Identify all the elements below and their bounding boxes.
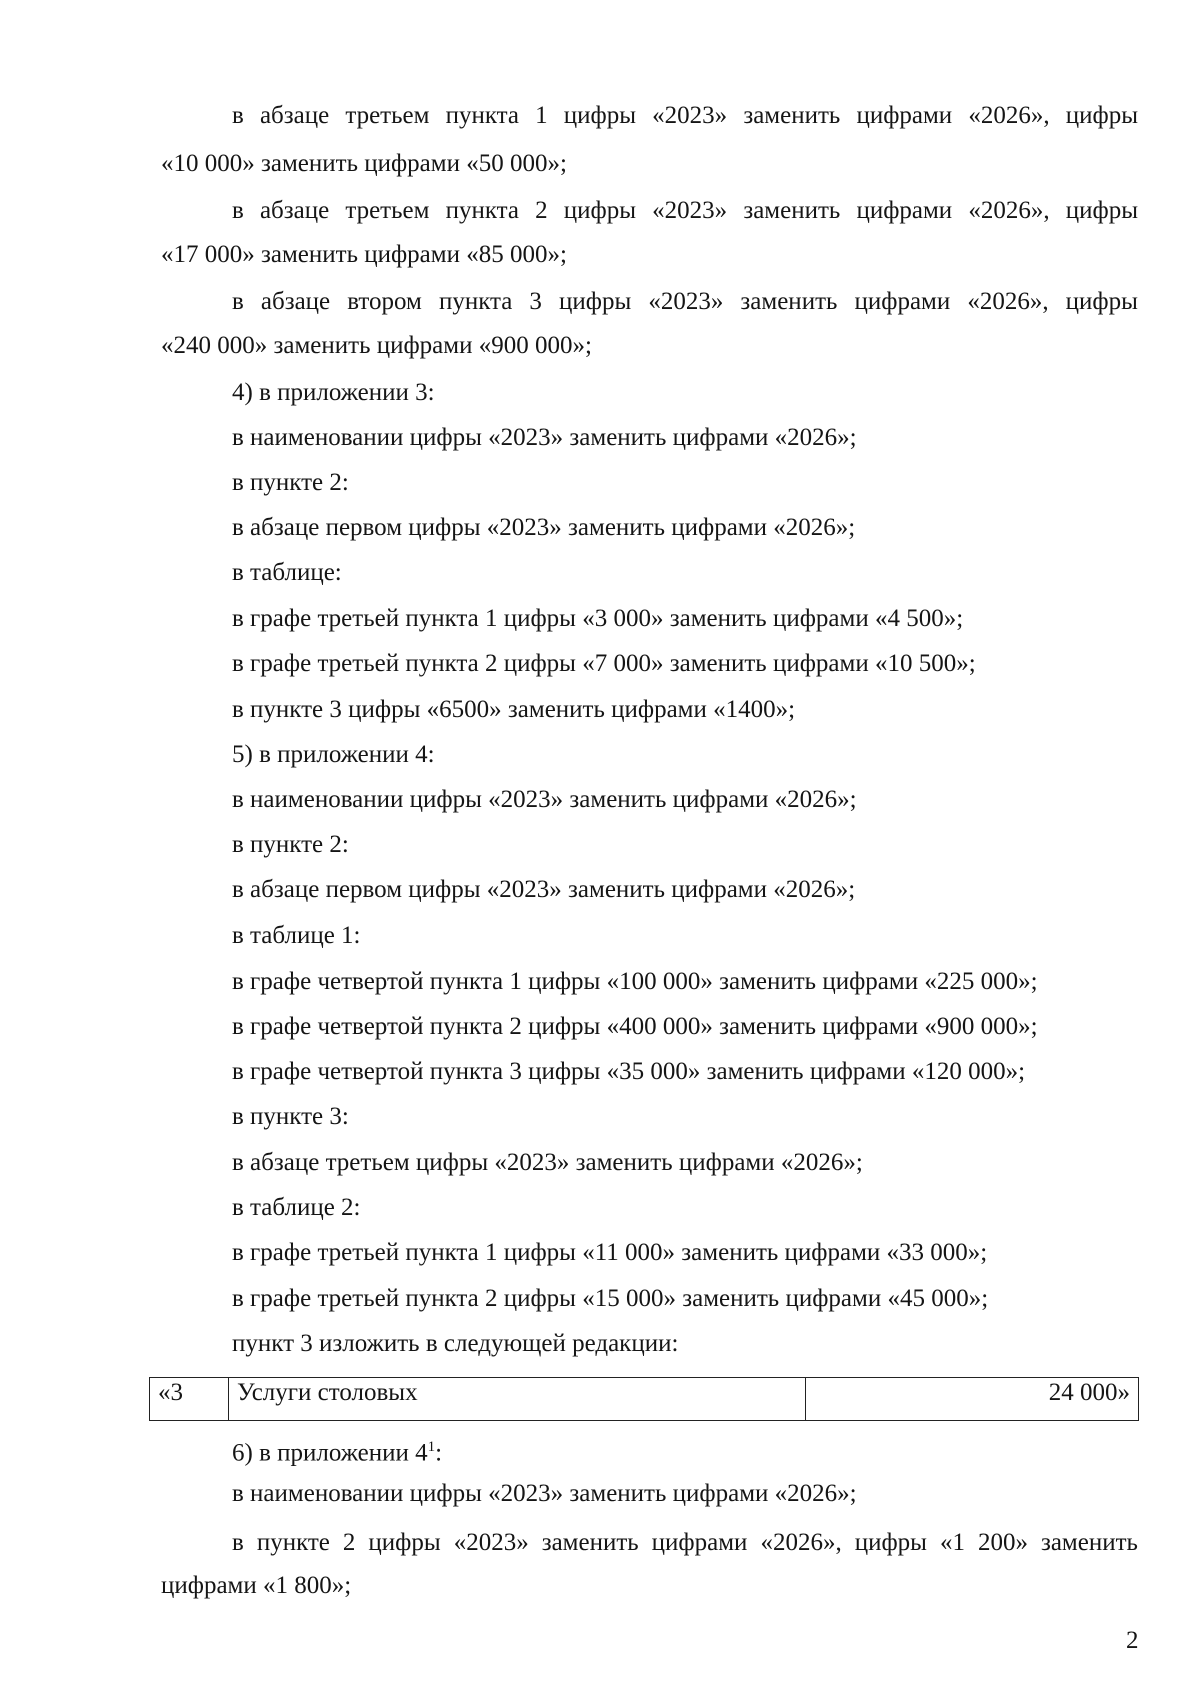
item-appendix-4-1-text: 6) в приложении 4: [232, 1439, 428, 1467]
last-paragraph-line-2: цифрами «1 800»;: [161, 1572, 352, 1599]
item-point-2-a: в пункте 2:: [232, 469, 349, 496]
item-column-4-point-3: в графе четвертой пункта 3 цифры «35 000» заменить цифрами «120 000»;: [232, 1058, 1026, 1085]
word: в: [232, 1529, 244, 1556]
word: абзаце: [259, 197, 330, 224]
word: заменить: [743, 102, 841, 129]
paragraph-3-line-2: «240 000» заменить цифрами «900 000»;: [161, 332, 592, 359]
word: в: [232, 102, 244, 129]
word: заменить: [740, 288, 838, 315]
word: заменить: [743, 197, 841, 224]
word: в: [232, 288, 244, 315]
word: пункте: [256, 1529, 330, 1556]
word: абзаце: [259, 102, 330, 129]
item-appendix-3: 4) в приложении 3:: [232, 379, 435, 406]
word: заменить: [1040, 1529, 1138, 1556]
word: цифры: [563, 197, 637, 224]
last-paragraph-line-1: [232, 1527, 1138, 1559]
replacement-table: [149, 1377, 1139, 1421]
table-cell-amount: 24 000»: [806, 1378, 1139, 1421]
paragraph-2-line-2: «17 000» заменить цифрами «85 000»;: [161, 241, 567, 268]
word: цифры: [1065, 197, 1138, 224]
word: третьем: [345, 102, 430, 129]
word: «2026»,: [760, 1529, 842, 1556]
word: 2: [342, 1529, 356, 1556]
item-point-3: в пункте 3:: [232, 1103, 349, 1130]
word: «2026»,: [968, 197, 1050, 224]
paragraph-3-line-1: [232, 286, 1138, 318]
item-name-replace-2: в наименовании цифры «2023» заменить цифрами «2026»;: [232, 786, 857, 813]
word: «1: [939, 1529, 965, 1556]
word: пункта: [438, 288, 513, 315]
word: цифрами: [651, 1529, 748, 1556]
word: втором: [347, 288, 422, 315]
word: «2026»,: [967, 288, 1049, 315]
table-cell-service: Услуги столовых: [229, 1378, 806, 1421]
item-table-2: в таблице 2:: [232, 1194, 361, 1221]
word: цифрами: [856, 102, 953, 129]
word: 3: [529, 288, 542, 315]
word: цифры: [563, 102, 637, 129]
word: 1: [535, 102, 548, 129]
item-table-1: в таблице 1:: [232, 922, 361, 949]
word: третьем: [345, 197, 430, 224]
item-appendix-4-1: [232, 1431, 442, 1469]
item-column-3-point-1-b: в графе третьей пункта 1 цифры «11 000» заменить цифрами «33 000»;: [232, 1239, 988, 1266]
word: цифры: [1065, 288, 1138, 315]
item-first-paragraph-a: в абзаце первом цифры «2023» заменить цифрами «2026»;: [232, 514, 856, 541]
item-column-3-point-1-a: в графе третьей пункта 1 цифры «3 000» заменить цифрами «4 500»;: [232, 605, 964, 632]
word: «2023»: [652, 197, 728, 224]
table-row: [150, 1378, 1139, 1421]
word: «2023»: [453, 1529, 529, 1556]
item-column-4-point-1: в графе четвертой пункта 1 цифры «100 000» заменить цифрами «225 000»;: [232, 968, 1038, 995]
item-point-3-new-wording: пункт 3 изложить в следующей редакции:: [232, 1330, 679, 1357]
word: «2023»: [648, 288, 724, 315]
item-table-a: в таблице:: [232, 559, 342, 586]
word: цифры: [854, 1529, 927, 1556]
paragraph-2-line-1: [232, 195, 1138, 227]
word: цифрами: [854, 288, 951, 315]
word: пункта: [445, 102, 519, 129]
item-point-2-b: в пункте 2:: [232, 831, 349, 858]
item-point-3-digits: в пункте 3 цифры «6500» заменить цифрами «1400»;: [232, 696, 796, 723]
word: цифрами: [856, 197, 953, 224]
word: «2023»: [652, 102, 728, 129]
word: абзаце: [260, 288, 331, 315]
paragraph-1-line-1: [232, 100, 1138, 132]
item-column-4-point-2: в графе четвертой пункта 2 цифры «400 000» заменить цифрами «900 000»;: [232, 1013, 1038, 1040]
item-name-replace-3: в наименовании цифры «2023» заменить цифрами «2026»;: [232, 1480, 857, 1507]
word: 2: [535, 197, 548, 224]
word: заменить: [541, 1529, 639, 1556]
page-number: 2: [1126, 1627, 1139, 1654]
table-cell-number: «3: [150, 1378, 229, 1421]
paragraph-1-line-2: «10 000» заменить цифрами «50 000»;: [161, 150, 567, 177]
word: цифры: [368, 1529, 441, 1556]
item-name-replace-1: в наименовании цифры «2023» заменить цифрами «2026»;: [232, 424, 857, 451]
item-appendix-4-1-superscript: 1: [427, 1439, 436, 1455]
word: цифры: [1065, 102, 1138, 129]
item-first-paragraph-b: в абзаце первом цифры «2023» заменить цифрами «2026»;: [232, 876, 856, 903]
word: пункта: [445, 197, 519, 224]
item-column-3-point-2-a: в графе третьей пункта 2 цифры «7 000» заменить цифрами «10 500»;: [232, 650, 976, 677]
word: в: [232, 197, 244, 224]
item-column-3-point-2-b: в графе третьей пункта 2 цифры «15 000» заменить цифрами «45 000»;: [232, 1285, 989, 1312]
item-appendix-4: 5) в приложении 4:: [232, 741, 435, 768]
word: «2026»,: [968, 102, 1050, 129]
item-third-paragraph: в абзаце третьем цифры «2023» заменить цифрами «2026»;: [232, 1149, 863, 1176]
item-appendix-4-1-suffix: :: [435, 1439, 443, 1467]
word: цифры: [559, 288, 632, 315]
word: 200»: [977, 1529, 1028, 1556]
